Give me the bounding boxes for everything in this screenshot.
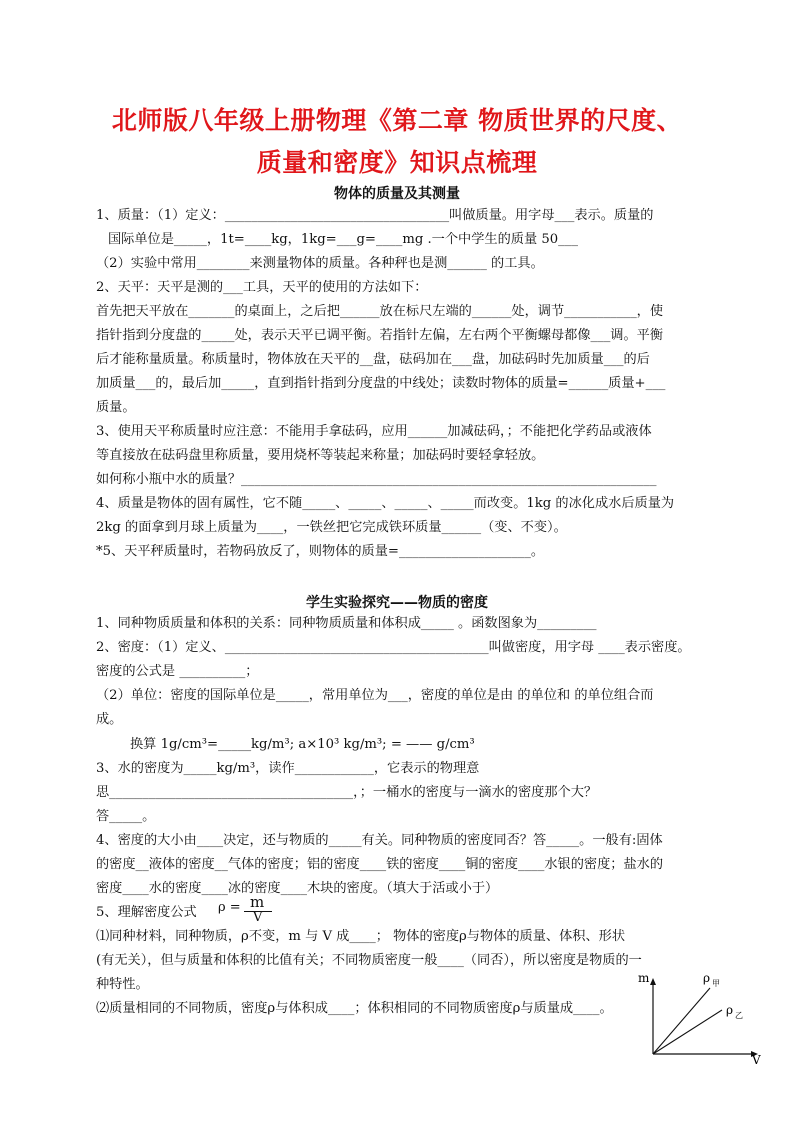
graph-x-label: V — [752, 1053, 761, 1065]
graph-line-jia-subscript: 甲 — [712, 979, 720, 988]
formula-lhs: ρ = — [218, 900, 241, 915]
text-line: 如何称小瓶中水的质量？_______________________________________________________________ — [96, 472, 657, 487]
text-line: (有无关），但与质量和体积的比值有关；不同物质密度一般____（同否），所以密度是物质的一 — [96, 953, 642, 968]
graph-line-yi-subscript: 乙 — [735, 1011, 743, 1020]
document-title-line-2: 质量和密度》知识点梳理 — [256, 148, 538, 177]
text-line: 1、同种物质质量和体积的关系：同种物质质量和体积成_____ 。函数图象为_________ — [96, 616, 597, 631]
graph-y-label: m — [638, 971, 650, 985]
text-line: 加质量___的，最后加_____，直到指针指到分度盘的中线处；读数时物体的质量=______质量+___ — [96, 376, 666, 391]
text-line: 3、水的密度为_____kg/m³，读作____________，它表示的物理意 — [96, 761, 480, 776]
text-line: *5、天平秤质量时，若物码放反了，则物体的质量=____________________。 — [96, 544, 545, 559]
text-line: ⑵质量相同的不同物质，密度ρ与体积成____；体积相同的不同物质密度ρ与质量成____。 — [96, 1001, 613, 1016]
text-line: 首先把天平放在_______的桌面上，之后把______放在标尺左端的______处，调节___________，使 — [96, 304, 664, 319]
text-line: 2kg 的面拿到月球上质量为____，一铁丝把它完成铁环质量______（变、不变）。 — [96, 520, 567, 535]
graph-line-jia-label: ρ — [703, 971, 711, 985]
graph-line-jia — [653, 988, 710, 1054]
text-line: 密度____水的密度____冰的密度____木块的密度。（填大于活或小于） — [96, 881, 499, 896]
mass-volume-graph — [630, 970, 770, 1065]
text-line: 4、密度的大小由____决定，还与物质的_____有关。同种物质的密度同否？答_____。一般有:固体 — [96, 833, 663, 848]
text-line: 后才能称量质量。称质量时，物体放在天平的__盘，砝码加在___盘，加砝码时先加质量___的后 — [96, 352, 650, 367]
graph-line-yi-label: ρ — [726, 1003, 734, 1017]
formula-numerator: m — [250, 893, 265, 911]
text-line: 2、天平：天平是测的___工具，天平的使用的方法如下： — [96, 280, 428, 295]
text-line: 国际单位是_____，1t=____kg，1kg=___g=____mg .一个中学生的质量 50___ — [108, 232, 578, 247]
graph-y-arrow — [650, 978, 656, 985]
document-title-line-1: 北师版八年级上册物理《第二章 物质世界的尺度、 — [111, 106, 683, 135]
text-line: 5、理解密度公式 — [96, 905, 197, 920]
text-line: 答_____。 — [96, 809, 156, 824]
text-line: 密度的公式是 __________； — [96, 664, 259, 679]
text-line: 等直接放在砝码盘里称质量，要用烧杯等装起来称量；加砝码时要轻拿轻放。 — [96, 448, 545, 463]
text-line: ⑴同种材料，同种物质，ρ不变，m 与 V 成____； 物体的密度ρ与物体的质量、体积、形状 — [96, 929, 626, 944]
text-line: 质量。 — [96, 400, 136, 415]
text-line: 种特性。 — [96, 977, 149, 992]
text-line: 4、质量是物体的固有属性，它不随_____、_____、_____、_____而改变。1kg 的冰化成水后质量为 — [96, 496, 675, 511]
text-line: 2、密度：（1）定义、________________________________________叫做密度，用字母 ____表示密度。 — [96, 640, 691, 655]
text-line: 3、使用天平称质量时应注意：不能用手拿砝码，应用______加减砝码，；不能把化学药品或液体 — [96, 424, 652, 439]
formula-denominator: V — [253, 910, 263, 925]
text-line: 1、质量：（1）定义：__________________________________叫做质量。用字母___表示。质量的 — [96, 208, 654, 223]
text-line: 成。 — [96, 712, 123, 727]
section-heading-density: 学生实验探究——物质的密度 — [306, 595, 488, 611]
graph-line-yi — [653, 1010, 722, 1054]
text-line: 的密度__液体的密度__气体的密度；铝的密度____铁的密度____铜的密度____水银的密度；盐水的 — [96, 857, 664, 872]
section-heading-mass: 物体的质量及其测量 — [334, 186, 460, 202]
text-line: （2）单位：密度的国际单位是_____，常用单位为___，密度的单位是由 的单位和 的单位组合而 — [96, 688, 654, 703]
text-line: 指针指到分度盘的_____处，表示天平已调平衡。若指针左偏，左右两个平衡螺母都像___调。平衡 — [96, 328, 664, 343]
text-line: 思_____________________________________，；一桶水的密度与一滴水的密度那个大？ — [96, 785, 598, 800]
text-line: （2）实验中常用________来测量物体的质量。各种秤也是测______ 的工具。 — [96, 256, 544, 271]
text-line: 换算 1g/cm³=_____kg/m³; a×10³ kg/m³; = —— g/cm³ — [130, 737, 475, 752]
